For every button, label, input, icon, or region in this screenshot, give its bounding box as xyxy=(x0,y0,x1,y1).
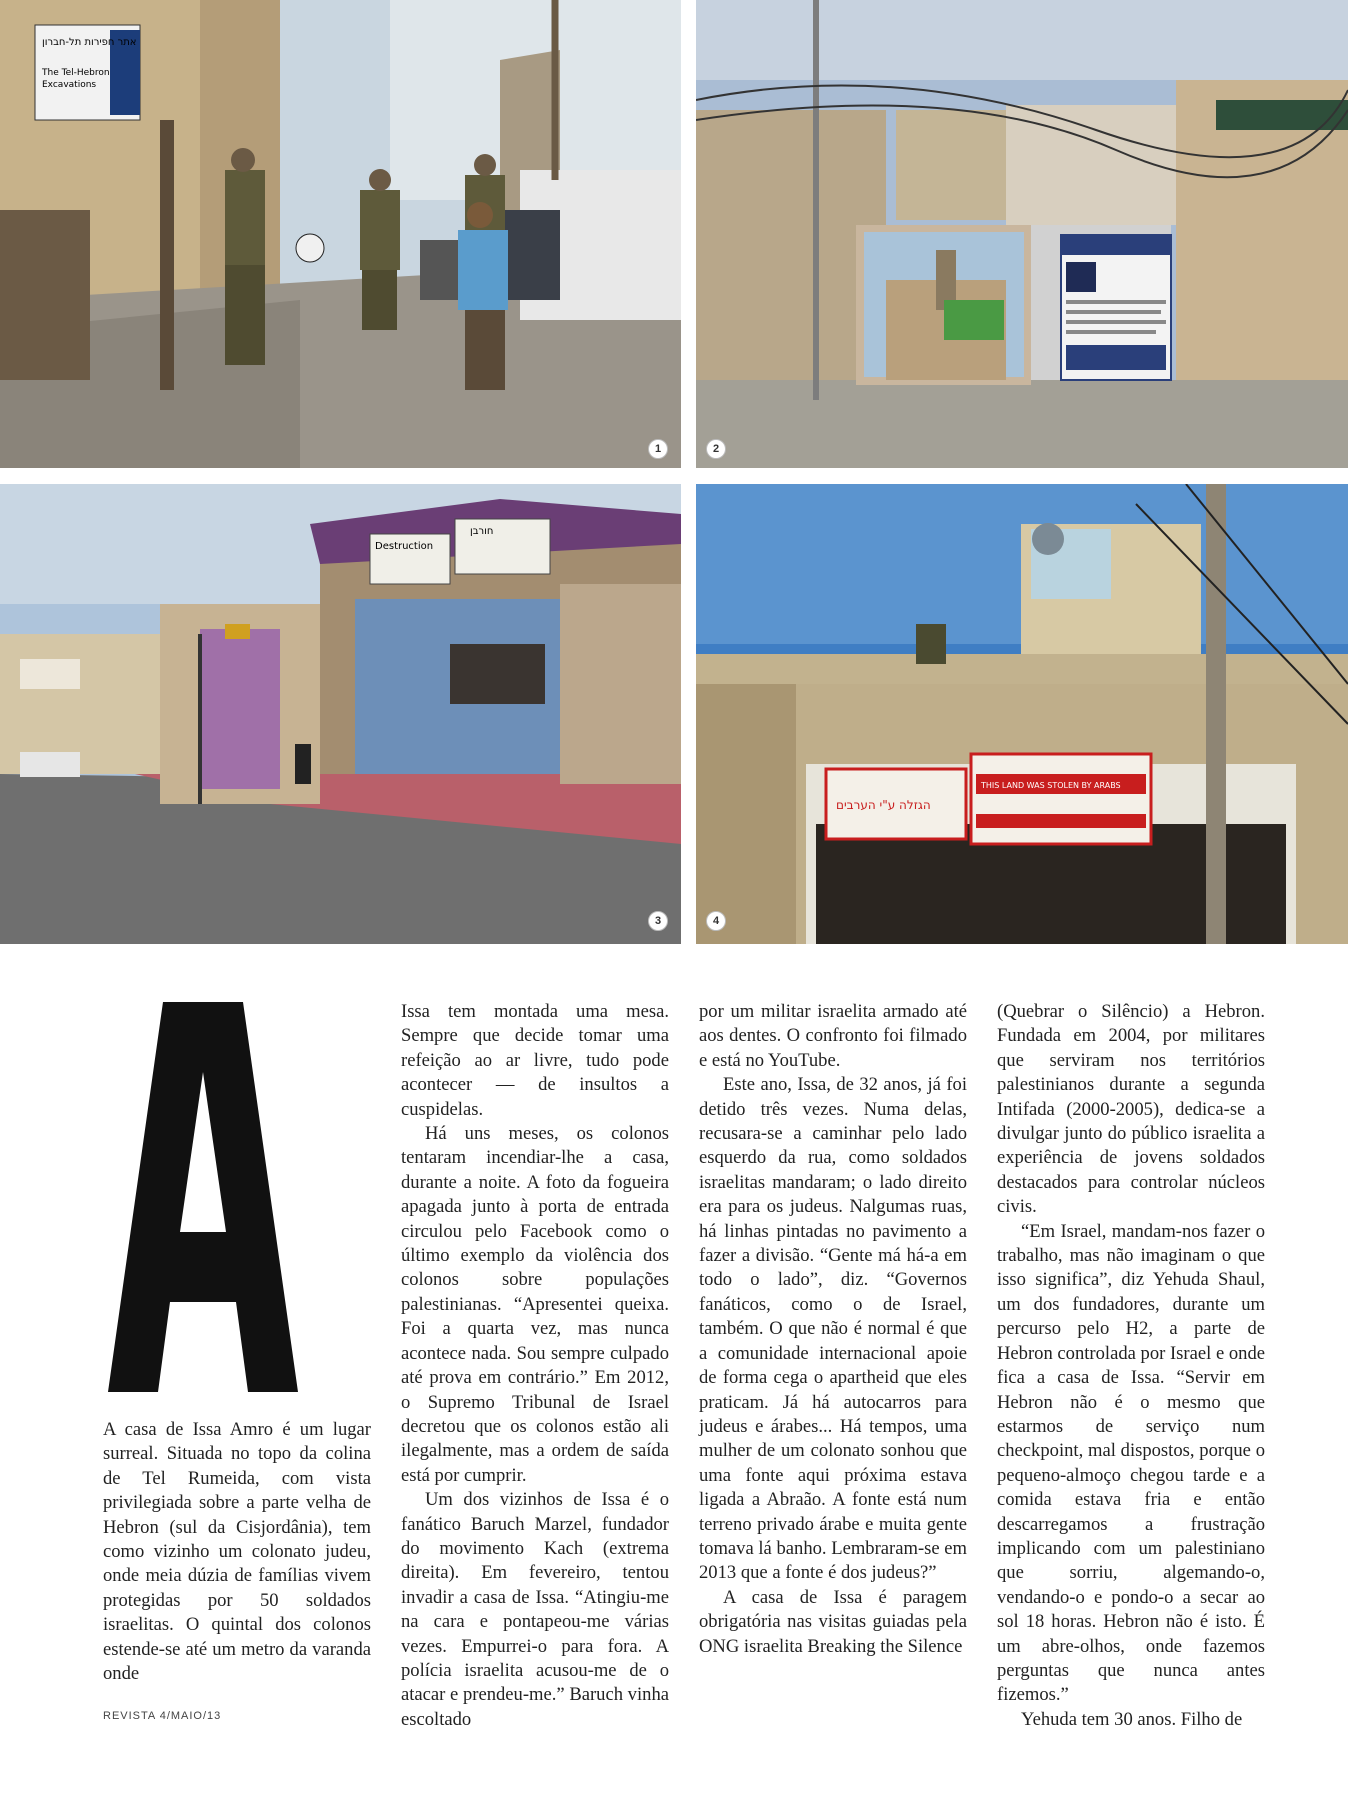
photo-number-badge: 2 xyxy=(706,439,726,459)
paragraph: Yehuda tem 30 anos. Filho de xyxy=(1021,1708,1243,1730)
paragraph: casa de Issa Amro é um lugar surreal. Situada no topo da colina de Tel Rumeida, com vista privilegiada sobre a parte velha de Hebron (sul da Cisjordânia), tem como vizinho um colonato judeu, onde meia dúzia de famílias vivem protegidas por 50 soldados israelitas. O quintal dos colonos estende-se até um metro da varanda onde xyxy=(103,1419,371,1685)
page-footer: REVISTA 4/MAIO/13 xyxy=(103,1710,222,1722)
paragraph: Há uns meses, os colonos tentaram incendiar-lhe a casa, durante a noite. A foto da fogueira apagada junto à porta de entrada circulou pelo Facebook como o último exemplo da violência dos colonos sobre populações palestinianas. “Apresentei queixa. Foi a quarta vez, mas nunca acontece nada. Sou sempre culpado até prova em contrário.” Em 2012, o Supremo Tribunal de Israel decretou que os colonos estão ali ilegalmente, mas a ordem de saída está por cumprir. xyxy=(401,1123,669,1486)
article-column-4 xyxy=(997,1000,1265,1732)
paragraph: por um militar israelita armado até aos dentes. O confronto foi filmado e está no YouTube. xyxy=(699,1001,967,1071)
paragraph: A casa de Issa é paragem obrigatória nas visitas guiadas pela ONG israelita Breaking the Silence xyxy=(699,1586,967,1657)
photo1-sign-hebrew: אתר חפירות תל-חברון xyxy=(42,37,137,48)
photo-stolen-land-banners xyxy=(696,484,1348,944)
photo4-banner-left: הגזלה ע"י הערבים xyxy=(836,798,931,812)
svg-text:THIS LAND WAS STOLEN BY ARABS: THIS LAND WAS STOLEN BY ARABS xyxy=(981,781,1121,790)
photo-number-badge: 1 xyxy=(648,439,668,459)
photo-street-destruction-sign xyxy=(0,484,681,944)
article-column-2 xyxy=(401,1000,669,1732)
drop-cap-char: A xyxy=(103,1419,116,1440)
article-column-3 xyxy=(699,1000,967,1659)
svg-text:Excavations: Excavations xyxy=(42,80,97,90)
paragraph: (Quebrar o Silêncio) a Hebron. Fundada em 2004, por militares que serviram nos territórios palestinianos durante a segunda Intifada (2000-2005), dedica-se a divulgar junto do público israelita a experiência de jovens soldados destacados para controlar núcleos civis. xyxy=(997,1001,1265,1218)
photo3-sign-text: Destruction xyxy=(375,541,434,552)
article-column-1 xyxy=(103,1418,371,1686)
svg-text:The Tel-Hebron: The Tel-Hebron xyxy=(42,68,110,78)
paragraph: “Em Israel, mandam-nos fazer o trabalho, mas não imaginam o que isso significa”, diz Yehuda Shaul, um dos fundadores, durante um percurso pelo H2, a parte de Hebron controlada por Israel e onde fica a casa de Issa. “Servir em Hebron não é o mesmo que estarmos de serviço num checkpoint, mal dispostos, porque o pequeno-almoço chegou tarde e a comida estava fria e então descarregamos a frustração implicando com um palestiniano que sorriu, algemando-o, vendando-o e pondo-o a secar ao sol 18 horas. Hebron não é isto. É um abre-olhos, onde fazemos perguntas que nunca antes fizemos.” xyxy=(997,1220,1265,1706)
photo3-sign-hebrew: חורבן xyxy=(470,526,494,537)
drop-cap-letter xyxy=(108,1002,298,1392)
photo-soldiers-football xyxy=(0,0,681,468)
photo-closed-stores-sign xyxy=(696,0,1348,468)
photo-number-badge: 4 xyxy=(706,911,726,931)
photo-number-badge: 3 xyxy=(648,911,668,931)
paragraph: Um dos vizinhos de Issa é o fanático Baruch Marzel, fundador do movimento Kach (extrema direita). Em fevereiro, tentou invadir a casa de Issa. “Atingiu-me na cara e pontapeou-me várias vezes. Empurrei-o para fora. A polícia israelita acusou-me de o atacar e prendeu-me.” Baruch vinha escoltado xyxy=(401,1489,669,1730)
paragraph: Este ano, Issa, de 32 anos, já foi detido três vezes. Numa delas, recusara-se a caminhar pelo lado esquerdo da rua, como soldados israelitas mandaram; o lado direito era para os judeus. Nalgumas ruas, há linhas pintadas no pavimento a fazer a divisão. “Gente má há-a em todo o lado”, diz. “Governos fanáticos, como o de Israel, também. O que não é normal é que a comunidade internacional apoie de forma cega o apartheid que eles praticam. Já há autocarros para judeus e árabes... Há tempos, uma mulher de um colonato sonhou que uma fonte aqui próxima estava ligada a Abraão. A fonte está num terreno privado árabe e muita gente tomava lá banho. Lembraram-se em 2013 que a fonte é dos judeus?” xyxy=(699,1074,967,1584)
paragraph: Issa tem montada uma mesa. Sempre que decide tomar uma refeição ao ar livre, tudo pode acontecer — de insultos a cuspidelas. xyxy=(401,1001,669,1120)
